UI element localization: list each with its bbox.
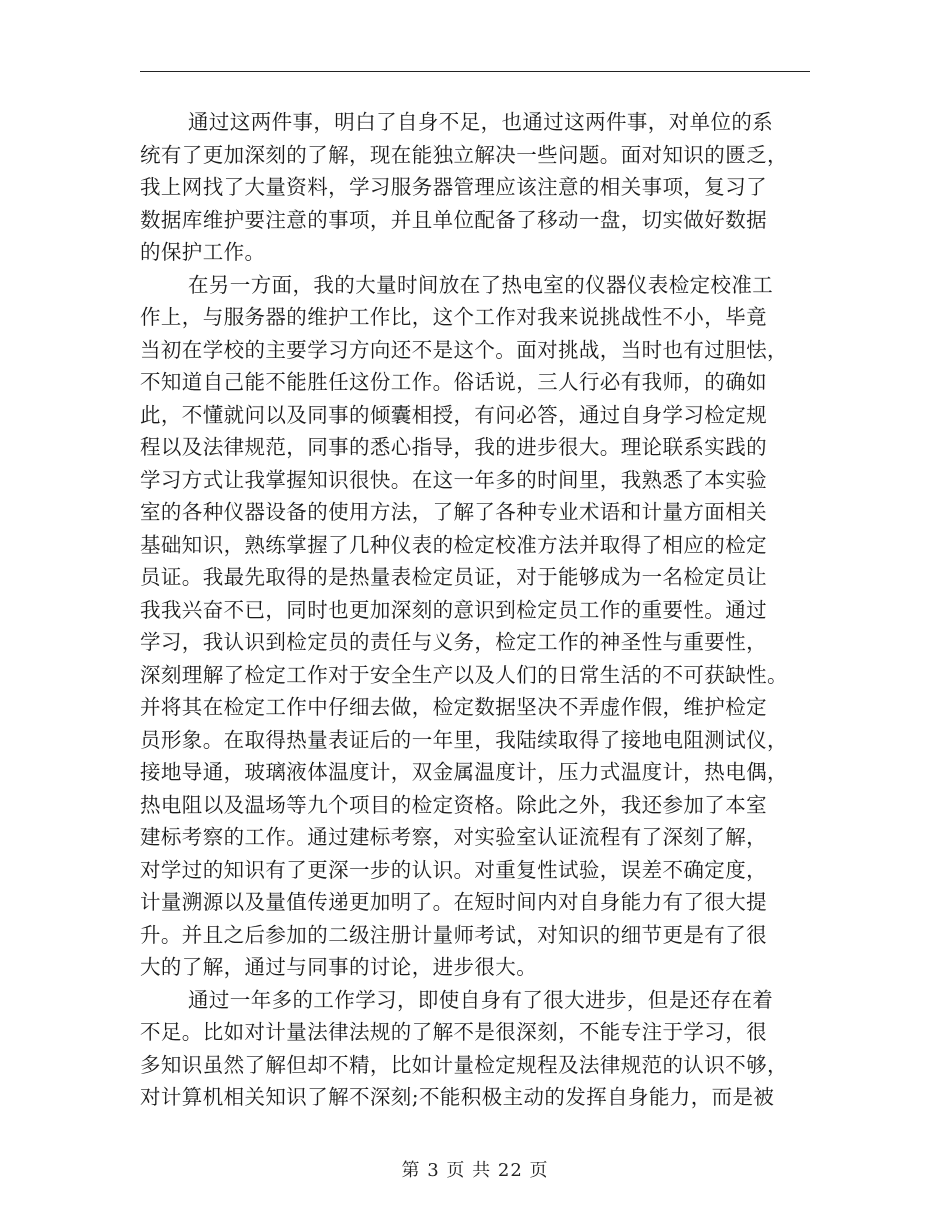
- text-line: 室的各种仪器设备的使用方法，了解了各种专业术语和计量方面相关: [140, 500, 767, 524]
- text-line: 对学过的知识有了更深一步的认识。对重复性试验，误差不确定度，: [140, 857, 767, 882]
- text-line: 多知识虽然了解但却不精，比如计量检定规程及法律规范的认识不够，: [140, 1052, 788, 1077]
- text-line: 我我兴奋不已，同时也更加深刻的意识到检定员工作的重要性。通过: [140, 597, 767, 622]
- footer-prefix: 第: [401, 1160, 421, 1181]
- document-body: [140, 106, 806, 1114]
- text-line: 基础知识，熟练掌握了几种仪表的检定校准方法并取得了相应的检定: [140, 532, 767, 557]
- text-line: 大的了解，通过与同事的讨论，进步很大。: [140, 955, 538, 979]
- text-line: 作上，与服务器的维护工作比，这个工作对我来说挑战性不小，毕竟: [140, 305, 767, 329]
- text-line: 学习，我认识到检定员的责任与义务，检定工作的神圣性与重要性，: [140, 630, 767, 654]
- text-line: 员证。我最先取得的是热量表检定员证，对于能够成为一名检定员让: [140, 565, 767, 589]
- footer-page-label: 页: [446, 1160, 466, 1181]
- text-line: 的保护工作。: [140, 240, 266, 264]
- text-line: 接地导通，玻璃液体温度计，双金属温度计，压力式温度计，热电偶，: [140, 760, 788, 784]
- text-line: 不足。比如对计量法律法规的了解不是很深刻，不能专注于学习，很: [140, 1020, 767, 1044]
- footer-total-pages: 22: [497, 1160, 523, 1181]
- text-line: 建标考察的工作。通过建标考察，对实验室认证流程有了深刻了解，: [140, 825, 767, 849]
- text-line: 深刻理解了检定工作对于安全生产以及人们的日常生活的不可获缺性。: [140, 662, 788, 687]
- footer-suffix: 页: [529, 1160, 549, 1181]
- text-line: 对计算机相关知识了解不深刻;不能积极主动的发挥自身能力，而是被: [140, 1085, 775, 1109]
- text-line: 热电阻以及温场等九个项目的检定资格。除此之外，我还参加了本室: [140, 792, 767, 817]
- text-line: 统有了更加深刻的了解，现在能独立解决一些问题。面对知识的匮乏，: [140, 142, 788, 167]
- footer-page-number: 3: [427, 1160, 440, 1181]
- text-line: 并将其在检定工作中仔细去做，检定数据坚决不弄虚作假，维护检定: [140, 695, 767, 719]
- text-line: 当初在学校的主要学习方向还不是这个。面对挑战，当时也有过胆怯，: [140, 337, 788, 362]
- text-line: 此，不懂就问以及同事的倾囊相授，有问必答，通过自身学习检定规: [140, 402, 767, 427]
- text-line: 学习方式让我掌握知识很快。在这一年多的时间里，我熟悉了本实验: [140, 467, 767, 492]
- text-line: 员形象。在取得热量表证后的一年里，我陆续取得了接地电阻测试仪，: [140, 727, 788, 752]
- header-rule: [140, 71, 810, 72]
- paragraph: [140, 984, 806, 1114]
- paragraph: [140, 269, 806, 984]
- text-line: 在另一方面，我的大量时间放在了热电室的仪器仪表检定校准工: [188, 272, 774, 297]
- footer-total-label: 共: [472, 1160, 492, 1181]
- text-line: 通过这两件事，明白了自身不足，也通过这两件事，对单位的系: [188, 110, 774, 134]
- paragraph: [140, 106, 806, 269]
- text-line: 计量溯源以及量值传递更加明了。在短时间内对自身能力有了很大提: [140, 890, 767, 914]
- text-line: 不知道自己能不能胜任这份工作。俗话说，三人行必有我师，的确如: [140, 370, 767, 394]
- page-footer: [0, 1156, 950, 1182]
- text-line: 通过一年多的工作学习，即使自身有了很大进步，但是还存在着: [188, 987, 774, 1012]
- text-line: 程以及法律规范，同事的悉心指导，我的进步很大。理论联系实践的: [140, 435, 767, 459]
- text-line: 我上网找了大量资料，学习服务器管理应该注意的相关事项，复习了: [140, 175, 767, 199]
- text-line: 数据库维护要注意的事项，并且单位配备了移动一盘，切实做好数据: [140, 207, 767, 232]
- text-line: 升。并且之后参加的二级注册计量师考试，对知识的细节更是有了很: [140, 922, 767, 947]
